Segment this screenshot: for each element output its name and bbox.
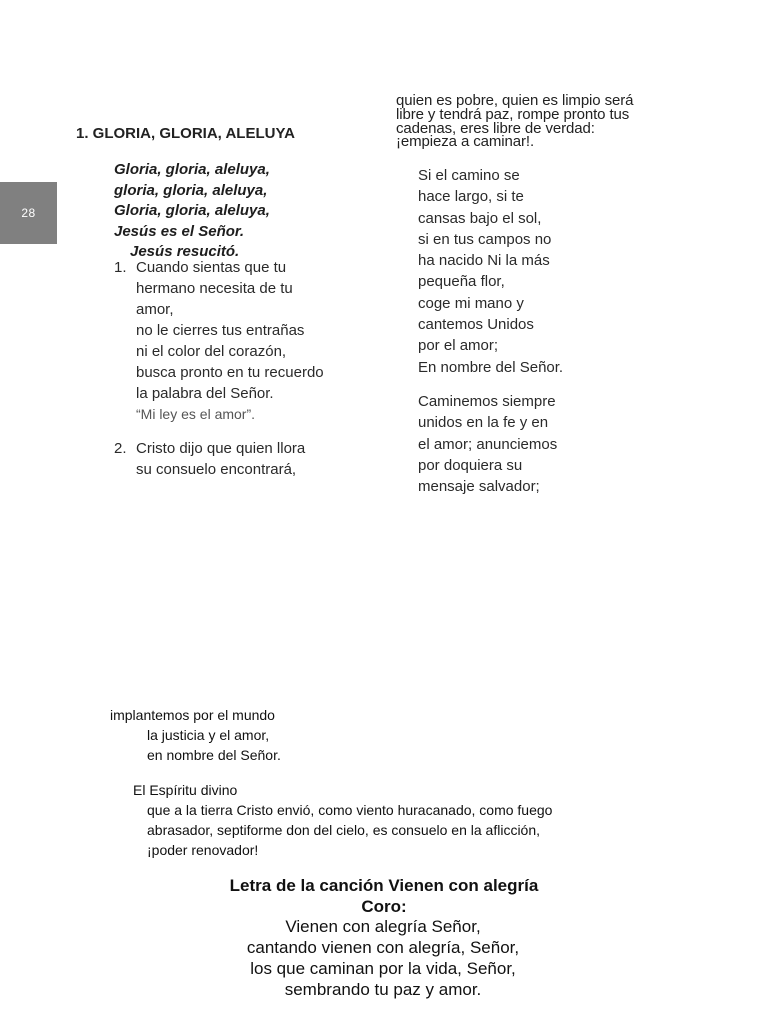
song-2-title: Letra de la canción Vienen con alegría <box>229 876 539 895</box>
stanza-line: cantemos Unidos <box>418 316 534 334</box>
verse-line: Cuando sientas que tu <box>136 259 287 276</box>
stanza-line: Caminemos siempre <box>418 393 556 410</box>
chorus <box>114 160 270 263</box>
verse-number: 2. <box>114 440 127 457</box>
stanza-line: el amor; anunciemos <box>418 435 558 453</box>
verse-2 <box>114 438 305 480</box>
verse-line: ni el color del corazón, <box>136 343 287 360</box>
stanza-line: pequeña flor, <box>418 273 505 291</box>
stanza-2 <box>418 391 557 497</box>
stanza-line: ha nacido Ni la más <box>418 252 550 270</box>
text-line: libre y tendrá paz, rompe pronto tus <box>396 105 630 123</box>
chorus-line: Jesús es el Señor. <box>114 222 245 240</box>
verse-line: hermano necesita de tu <box>136 280 293 297</box>
song-2-subtitle: Coro: <box>361 897 407 916</box>
stanza-line: por el amor; <box>418 337 499 355</box>
verse-line: no le cierres tus entrañas <box>136 322 305 339</box>
song-title: 1. GLORIA, GLORIA, ALELUYA <box>76 125 295 142</box>
lower-block-1 <box>110 705 281 765</box>
verse-line: su consuelo encontrará, <box>136 461 297 478</box>
stanza-line: Si el camino se <box>418 167 520 184</box>
chorus-line: gloria, gloria, aleluya, <box>114 181 268 199</box>
stanza-line: si en tus campos no <box>418 230 552 248</box>
stanza-line: coge mi mano y <box>418 294 524 312</box>
text-line: la justicia y el amor, <box>147 727 270 743</box>
stanza-line: por doquiera su <box>418 456 523 474</box>
song-2-lyrics <box>0 916 767 1000</box>
verse-line: la palabra del Señor. <box>136 385 274 402</box>
stanza-1 <box>418 165 563 378</box>
verse-line: busca pronto en tu recuerdo <box>136 364 324 381</box>
verse-line: Cristo dijo que quien llora <box>136 440 306 457</box>
chorus-line: Gloria, gloria, aleluya, <box>114 161 270 178</box>
verse-number: 1. <box>114 259 127 276</box>
text-line: ¡poder renovador! <box>147 842 259 858</box>
verse-1 <box>114 257 324 425</box>
text-line: implantemos por el mundo <box>110 707 275 723</box>
lyric-line: sembrando tu paz y amor. <box>284 980 482 999</box>
stanza-line: hace largo, si te <box>418 188 524 206</box>
lyric-line: cantando vienen con alegría, Señor, <box>246 938 520 957</box>
stanza-line: cansas bajo el sol, <box>418 209 542 227</box>
lower-block-2 <box>133 780 552 860</box>
verse-quote: “Mi ley es el amor”. <box>136 406 256 422</box>
text-line: El Espíritu divino <box>133 782 238 798</box>
song-2-heading <box>0 875 768 917</box>
text-line: cadenas, eres libre de verdad: <box>396 119 595 137</box>
text-line: que a la tierra Cristo envió, como viento huracanado, como fuego <box>147 802 553 818</box>
lyric-line: Vienen con alegría Señor, <box>285 917 481 936</box>
chorus-line: Gloria, gloria, aleluya, <box>114 202 270 219</box>
stanza-line: En nombre del Señor. <box>418 358 564 376</box>
stanza-line: mensaje salvador; <box>418 478 540 496</box>
text-line: en nombre del Señor. <box>147 747 281 763</box>
page-number: 28 <box>21 206 36 220</box>
lyric-line: los que caminan por la vida, Señor, <box>250 959 516 978</box>
verse-line: amor, <box>136 301 174 318</box>
text-line: quien es pobre, quien es limpio será <box>396 92 634 109</box>
stanza-line: unidos en la fe y en <box>418 414 549 432</box>
text-line: ¡empieza a caminar!. <box>396 133 535 151</box>
text-line: abrasador, septiforme don del cielo, es consuelo en la aflicción, <box>147 822 541 838</box>
page-number-tab <box>0 182 57 244</box>
chorus-line: Jesús resucitó. <box>130 243 240 260</box>
right-column-intro <box>396 94 633 149</box>
